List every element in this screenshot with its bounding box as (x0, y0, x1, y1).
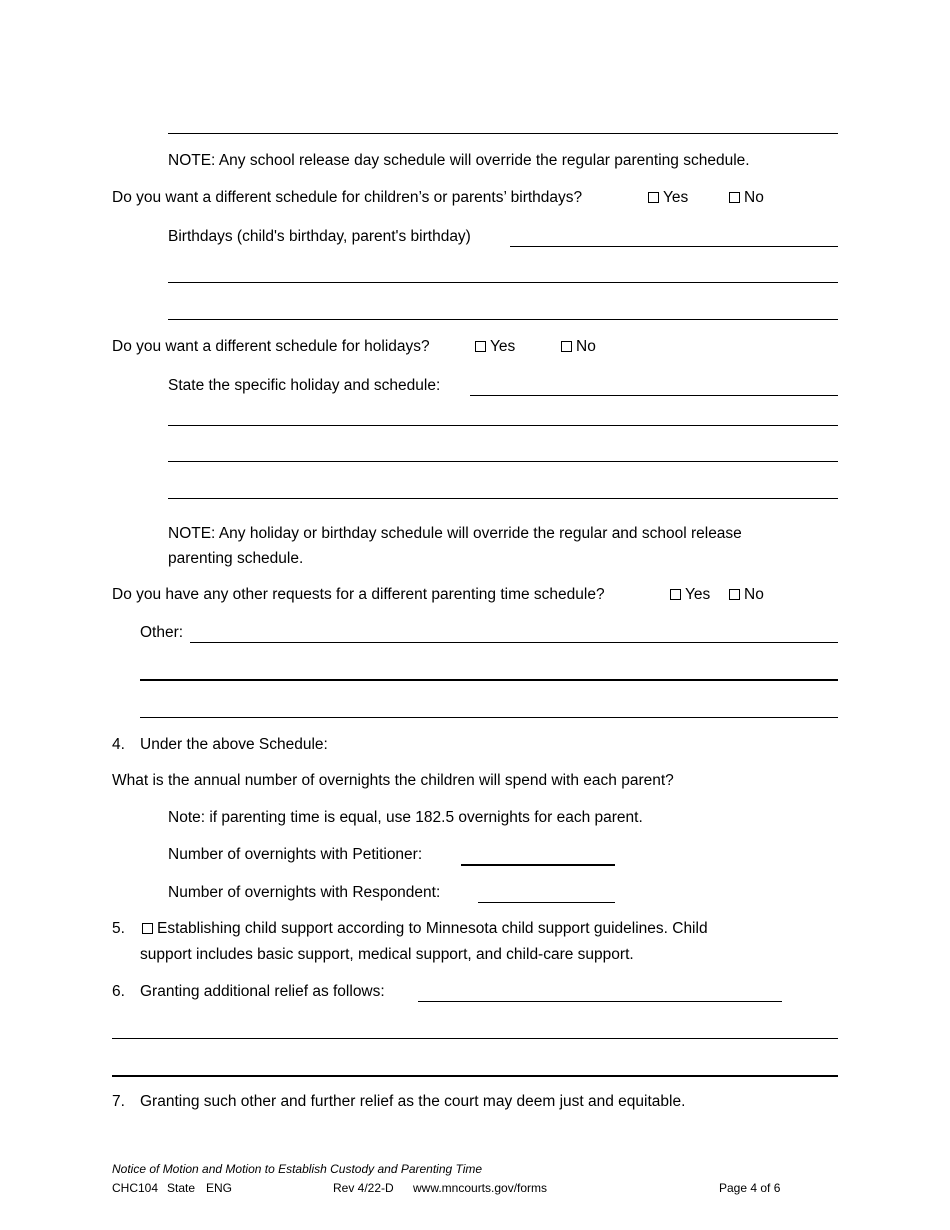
other-blank-line-1[interactable] (140, 679, 838, 681)
item7-text: Granting such other and further relief as the court may deem just and equitable. (140, 1093, 686, 1110)
other-field-label: Other: (140, 624, 184, 641)
item5-line2: support includes basic support, medical support, and child-care support. (140, 946, 634, 963)
birthdays-no-option[interactable] (729, 188, 764, 208)
item6-number: 6. (112, 983, 125, 1000)
birthdays-field-label: Birthdays (child's birthday, parent's birthday) (168, 228, 471, 245)
birthdays-yes-label: Yes (663, 189, 689, 206)
birthdays-no-label: No (744, 189, 764, 206)
footer-page-number: Page 4 of 6 (719, 1181, 781, 1195)
birthdays-yes-checkbox[interactable] (648, 192, 659, 203)
item4-title: Under the above Schedule: (140, 736, 328, 753)
item6-field-line[interactable] (418, 1001, 782, 1002)
birthdays-yes-option[interactable] (648, 188, 688, 208)
holidays-blank-line-3[interactable] (168, 498, 838, 499)
item5-line1 (142, 919, 708, 939)
footer-website: www.mncourts.gov/forms (413, 1181, 548, 1195)
holidays-yes-option[interactable] (475, 337, 515, 357)
respondent-overnights-label: Number of overnights with Respondent: (168, 884, 441, 901)
other-field-line[interactable] (190, 642, 838, 643)
holidays-no-checkbox[interactable] (561, 341, 572, 352)
other-requests-yes-label: Yes (685, 586, 711, 603)
other-requests-yes-option[interactable] (670, 585, 710, 605)
petitioner-overnights-label: Number of overnights with Petitioner: (168, 846, 423, 863)
holidays-no-label: No (576, 338, 596, 355)
item6-blank-line-1[interactable] (112, 1038, 838, 1039)
holidays-no-option[interactable] (561, 337, 596, 357)
footer-language: ENG (206, 1181, 233, 1195)
respondent-overnights-field[interactable] (478, 902, 615, 903)
item5-line1-text: Establishing child support according to Minnesota child support guidelines. Child (157, 920, 708, 937)
child-support-checkbox[interactable] (142, 923, 153, 934)
holidays-blank-line-2[interactable] (168, 461, 838, 462)
other-requests-yes-checkbox[interactable] (670, 589, 681, 600)
school-release-note: NOTE: Any school release day schedule will override the regular parenting schedule. (168, 152, 750, 169)
holidays-blank-line-1[interactable] (168, 425, 838, 426)
other-requests-no-label: No (744, 586, 764, 603)
footer-form-title: Notice of Motion and Motion to Establish Custody and Parenting Time (112, 1162, 483, 1176)
birthdays-question: Do you want a different schedule for children’s or parents’ birthdays? (112, 189, 583, 206)
item4-number: 4. (112, 736, 125, 753)
birthdays-blank-line-1[interactable] (168, 282, 838, 283)
footer-form-code: CHC104 (112, 1181, 159, 1195)
other-blank-line-2[interactable] (140, 717, 838, 718)
holidays-note-line1: NOTE: Any holiday or birthday schedule will override the regular and school release (168, 525, 742, 542)
footer-revision: Rev 4/22-D (333, 1181, 394, 1195)
item6-blank-line-2[interactable] (112, 1075, 838, 1077)
holidays-field-label: State the specific holiday and schedule: (168, 377, 441, 394)
item5-number: 5. (112, 920, 125, 937)
other-requests-question: Do you have any other requests for a different parenting time schedule? (112, 586, 605, 603)
item4-question: What is the annual number of overnights the children will spend with each parent? (112, 772, 674, 789)
birthdays-blank-line-2[interactable] (168, 319, 838, 320)
other-requests-no-option[interactable] (729, 585, 764, 605)
item7-number: 7. (112, 1093, 125, 1110)
footer-jurisdiction: State (167, 1181, 196, 1195)
holidays-field-line[interactable] (470, 395, 838, 396)
other-requests-no-checkbox[interactable] (729, 589, 740, 600)
holidays-yes-checkbox[interactable] (475, 341, 486, 352)
item4-note: Note: if parenting time is equal, use 182.5 overnights for each parent. (168, 809, 643, 826)
item6-label: Granting additional relief as follows: (140, 983, 385, 1000)
petitioner-overnights-field[interactable] (461, 864, 615, 866)
birthdays-no-checkbox[interactable] (729, 192, 740, 203)
birthdays-field-line[interactable] (510, 246, 838, 247)
holidays-yes-label: Yes (490, 338, 516, 355)
holidays-note-line2: parenting schedule. (168, 550, 304, 567)
school-release-blank-line[interactable] (168, 133, 838, 134)
holidays-question: Do you want a different schedule for holidays? (112, 338, 430, 355)
